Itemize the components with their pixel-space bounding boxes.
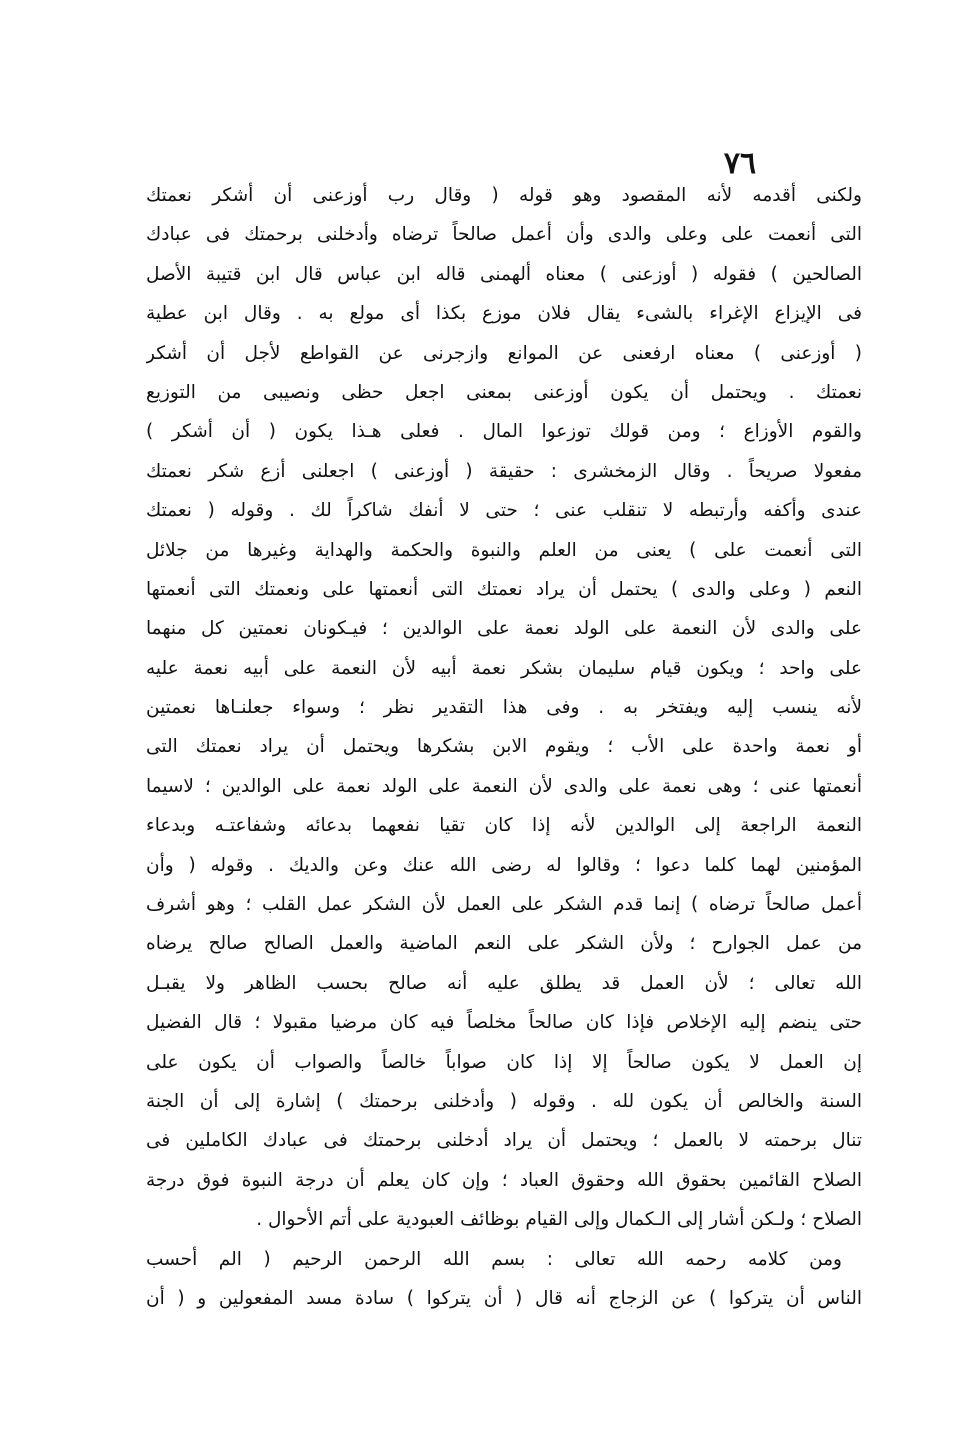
text-line: التى أنعمت على وعلى والدى وأن أعمل صالحاً ترضاه وأدخلنى برحمتك فى عبادك bbox=[146, 224, 862, 246]
text-line: لأنه ينسب إليه ويفتخر به . وفى هذا التقدير نظر ؛ وسواء جعلنـاها نعمتين bbox=[146, 697, 862, 719]
text-line: التى أنعمت على ) يعنى من العلم والنبوة والحكمة والهداية وغيرها من جلائل bbox=[146, 539, 862, 561]
text-line: تنال برحمته لا بالعمل ؛ ويحتمل أن يراد أدخلنى برحمتك فى عبادك الكاملين فى bbox=[146, 1130, 862, 1152]
text-line: النعم ( وعلى والدى ) يحتمل أن يراد نعمتك التى أنعمتها على ونعمتك التى أنعمتها bbox=[146, 578, 862, 600]
text-line: إن العمل لا يكون صالحاً إلا إذا كان صواباً خالصاً والصواب أن يكون على bbox=[146, 1051, 862, 1073]
text-line: أو نعمة واحدة على الأب ؛ ويقوم الابن بشكرها ويحتمل أن يراد نعمتك التى bbox=[146, 736, 862, 758]
text-line: حتى ينضم إليه الإخلاص فإذا كان صالحاً مخلصاً فيه كان مرضيا مقبولا ؛ قال الفضيل bbox=[146, 1012, 862, 1034]
text-line: الصلاح القائمين بحقوق الله وحقوق العباد ؛ وإن كان يعلم أن درجة النبوة فوق درجة bbox=[146, 1169, 862, 1191]
text-line: الصالحين ) فقوله ( أوزعنى ) معناه ألهمنى قاله ابن عباس قال ابن قتيبة الأصل bbox=[146, 263, 862, 285]
text-line: السنة والخالص أن يكون لله . وقوله ( وأدخلنى برحمتك ) إشارة إلى أن الجنة bbox=[146, 1090, 862, 1112]
page-number: ٧٦ bbox=[723, 146, 757, 181]
text-line: أعمل صالحاً ترضاه ) إنما قدم الشكر على العمل لأن الشكر عمل القلب ؛ وهو أشرف bbox=[146, 894, 862, 916]
text-line: ولكنى أقدمه لأنه المقصود وهو قوله ( وقال رب أوزعنى أن أشكر نعمتك bbox=[146, 185, 862, 206]
text-line: الله تعالى ؛ لأن العمل قد يطلق عليه أنه صالح بحسب الظاهر ولا يقبـل bbox=[146, 972, 862, 994]
text-line: مفعولا صريحاً . وقال الزمخشرى : حقيقة ( أوزعنى ) اجعلنى أزع شكر نعمتك bbox=[146, 460, 862, 482]
text-line: نعمتك . ويحتمل أن يكون أوزعنى بمعنى اجعل حظى ونصيبى من التوزيع bbox=[146, 381, 862, 403]
text-line: ومن كلامه رحمه الله تعالى : بسم الله الرحمن الرحيم ( الم أحسب bbox=[146, 1248, 842, 1270]
text-line: النعمة الراجعة إلى الوالدين لأنه إذا كان تقيا نفعهما بدعائه وشفاعتـه وبدعاء bbox=[146, 815, 862, 837]
text-line: على واحد ؛ ويكون قيام سليمان بشكر نعمة أبيه لأن النعمة على أبيه نعمة عليه bbox=[146, 657, 862, 679]
text-line: والقوم الأوزاع ؛ ومن قولك توزعوا المال . فعلى هـذا يكون ( أن أشكر ) bbox=[146, 421, 862, 443]
text-line: ( أوزعنى ) معناه ارفعنى عن الموانع وازجرنى عن القواطع لأجل أن أشكر bbox=[146, 342, 862, 364]
text-line: أنعمتها عنى ؛ وهى نعمة على والدى لأن النعمة على الولد نعمة على الوالدين ؛ لاسيما bbox=[146, 775, 862, 797]
text-line: عندى وأكفه وأرتبطه لا تنقلب عنى ؛ حتى لا أنفك شاكراً لك . وقوله ( نعمتك bbox=[146, 500, 862, 522]
page-body-text bbox=[146, 176, 862, 1318]
text-line: المؤمنين لهما كلما دعوا ؛ وقالوا له رضى الله عنك وعن والديك . وقوله ( وأن bbox=[146, 854, 862, 876]
text-line: الصلاح ؛ ولـكن أشار إلى الـكمال وإلى القيام بوظائف العبودية على أتم الأحوال . bbox=[256, 1209, 862, 1231]
text-line: من عمل الجوارح ؛ ولأن الشكر على النعم الماضية والعمل الصالح صالح يرضاه bbox=[146, 933, 862, 955]
text-line: فى الإيزاع الإغراء بالشىء يقال فلان موزع بكذا أى مولع به . وقال ابن عطية bbox=[146, 303, 862, 325]
text-line: الناس أن يتركوا ) عن الزجاج أنه قال ( أن يتركوا ) سادة مسد المفعولين و ( أن bbox=[146, 1287, 862, 1309]
text-line: على والدى لأن النعمة على الولد نعمة على الوالدين ؛ فيـكونان نعمتين كل منهما bbox=[146, 618, 862, 640]
